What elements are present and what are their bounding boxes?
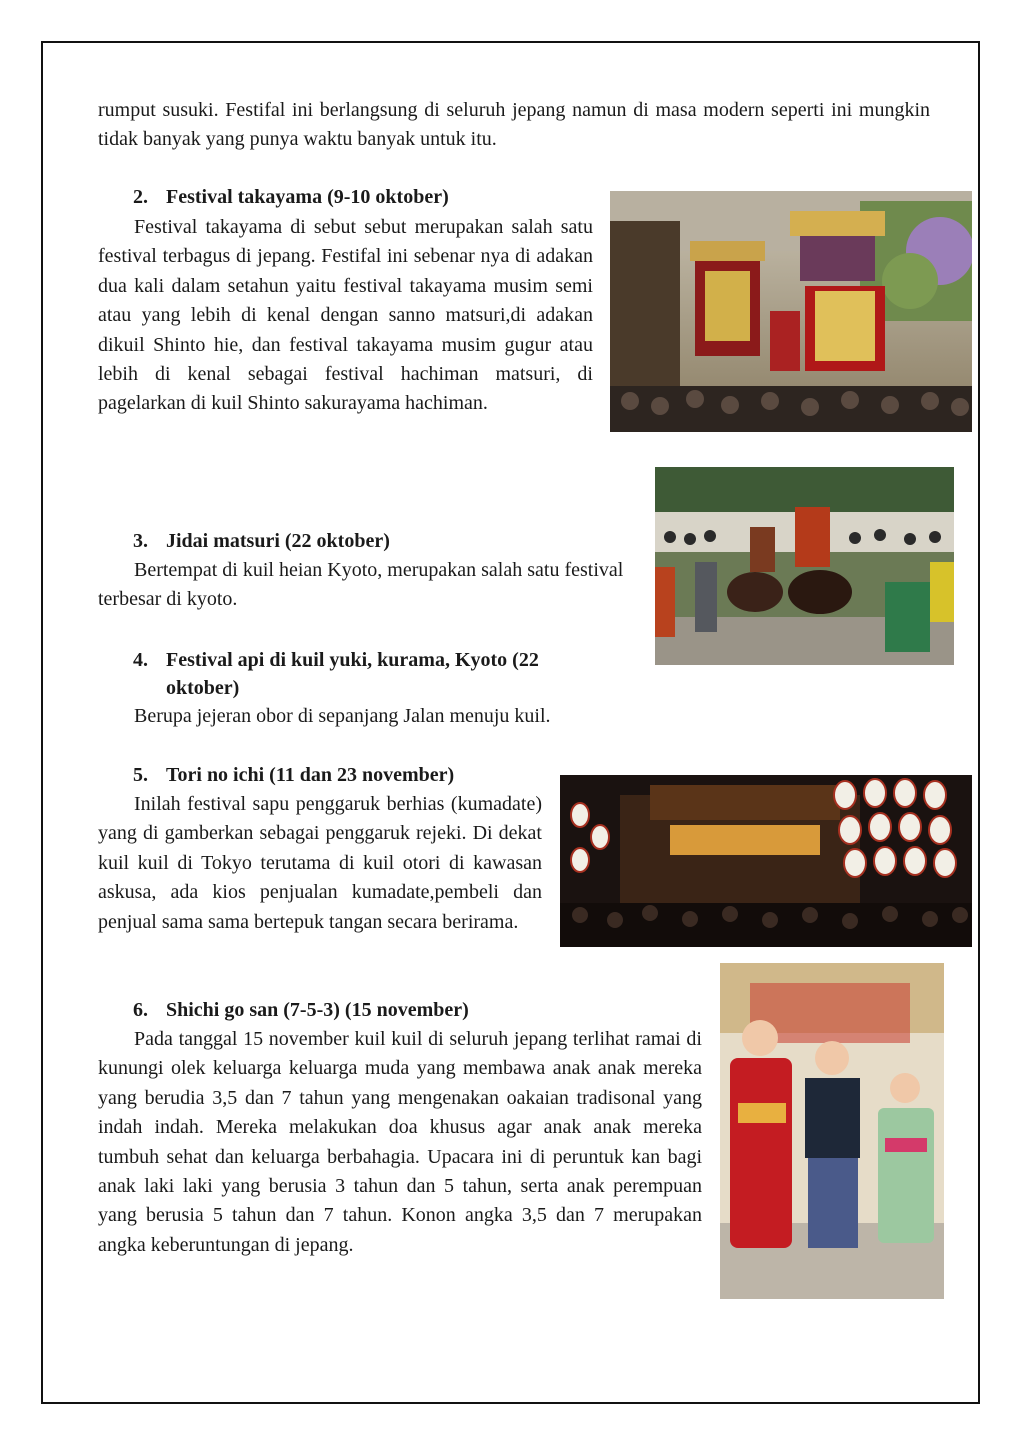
section-number: 2. <box>133 186 148 208</box>
shichi-go-san-image <box>720 963 944 1299</box>
section-number: 6. <box>133 999 148 1021</box>
section-number: 3. <box>133 530 148 552</box>
section-body-jidai-matsuri: Bertempat di kuil heian Kyoto, merupakan salah satu festival terbesar di kyoto. <box>98 559 624 611</box>
section-title: Festival takayama (9-10 oktober) <box>166 186 449 208</box>
jidai-matsuri-image <box>655 467 954 665</box>
jidai-matsuri-photo <box>655 467 954 665</box>
section-body-takayama: Festival takayama di sebut sebut merupakan salah satu festival terbagus di jepang. Festifal ini sebenar nya di adakan dua kali dalam setahun yaitu festival takayama musim semi atau yang lebih di kenal dengan sanno matsuri,di adakan dikuil Shinto hie, dan festival takayama musim gugur atau lebih di kenal sebagai festival hachiman matsuri, di pagelarkan di kuil Shinto sakurayama hachiman. <box>98 216 593 415</box>
section-heading-jidai-matsuri <box>133 527 390 555</box>
section-heading-shichi-go-san <box>133 996 469 1024</box>
section-title: Jidai matsuri (22 oktober) <box>166 530 390 552</box>
section-body-tori-no-ichi: Inilah festival sapu penggaruk berhias (kumadate) yang di gamberkan sebagai penggaruk rejeki. Di dekat kuil kuil di Tokyo terutama di kuil otori di kawasan askusa, ada kios penjualan kumadate,pembeli dan penjual sama sama bertepuk tangan secara berirama. <box>98 793 542 933</box>
takayama-floats-photo <box>610 191 972 432</box>
section-number: 4. <box>133 649 148 671</box>
tori-no-ichi-image <box>560 775 972 947</box>
section-number: 5. <box>133 764 148 786</box>
section-title: Festival api di kuil yuki, kurama, Kyoto (22 oktober) <box>166 649 539 699</box>
section-body-festival-api: Berupa jejeran obor di sepanjang Jalan menuju kuil. <box>134 705 551 727</box>
tori-no-ichi-photo <box>560 775 972 947</box>
section-heading-festival-api <box>133 646 593 702</box>
section-title: Shichi go san (7-5-3) (15 november) <box>166 999 469 1021</box>
section-body-shichi-go-san: Pada tanggal 15 november kuil kuil di seluruh jepang terlihat ramai di kunungi olek keluarga keluarga muda yang membawa anak anak mereka yang berudia 3,5 dan 7 tahun yang mengenakan oakaian tradisonal yang indah indah. Mereka melakukan doa khusus agar anak anak mereka tumbuh sehat dan keluarga berbahagia. Upacara ini di peruntuk kan bagi anak laki laki yang berusia 3 tahun dan 5 tahun, serta anak perempuan yang berusia 5 tahun dan 7 tahun. Konon angka 3,5 dan 7 merupakan angka keberuntungan di jepang. <box>98 1028 702 1256</box>
section-title: Tori no ichi (11 dan 23 november) <box>166 764 455 786</box>
section-heading-takayama <box>133 183 449 211</box>
section-heading-tori-no-ichi <box>133 761 454 789</box>
intro-paragraph: rumput susuki. Festifal ini berlangsung di seluruh jepang namun di masa modern seperti ini mungkin tidak banyak yang punya waktu banyak untuk itu. <box>98 99 930 151</box>
takayama-floats-image <box>610 191 972 432</box>
shichi-go-san-photo <box>720 963 944 1299</box>
